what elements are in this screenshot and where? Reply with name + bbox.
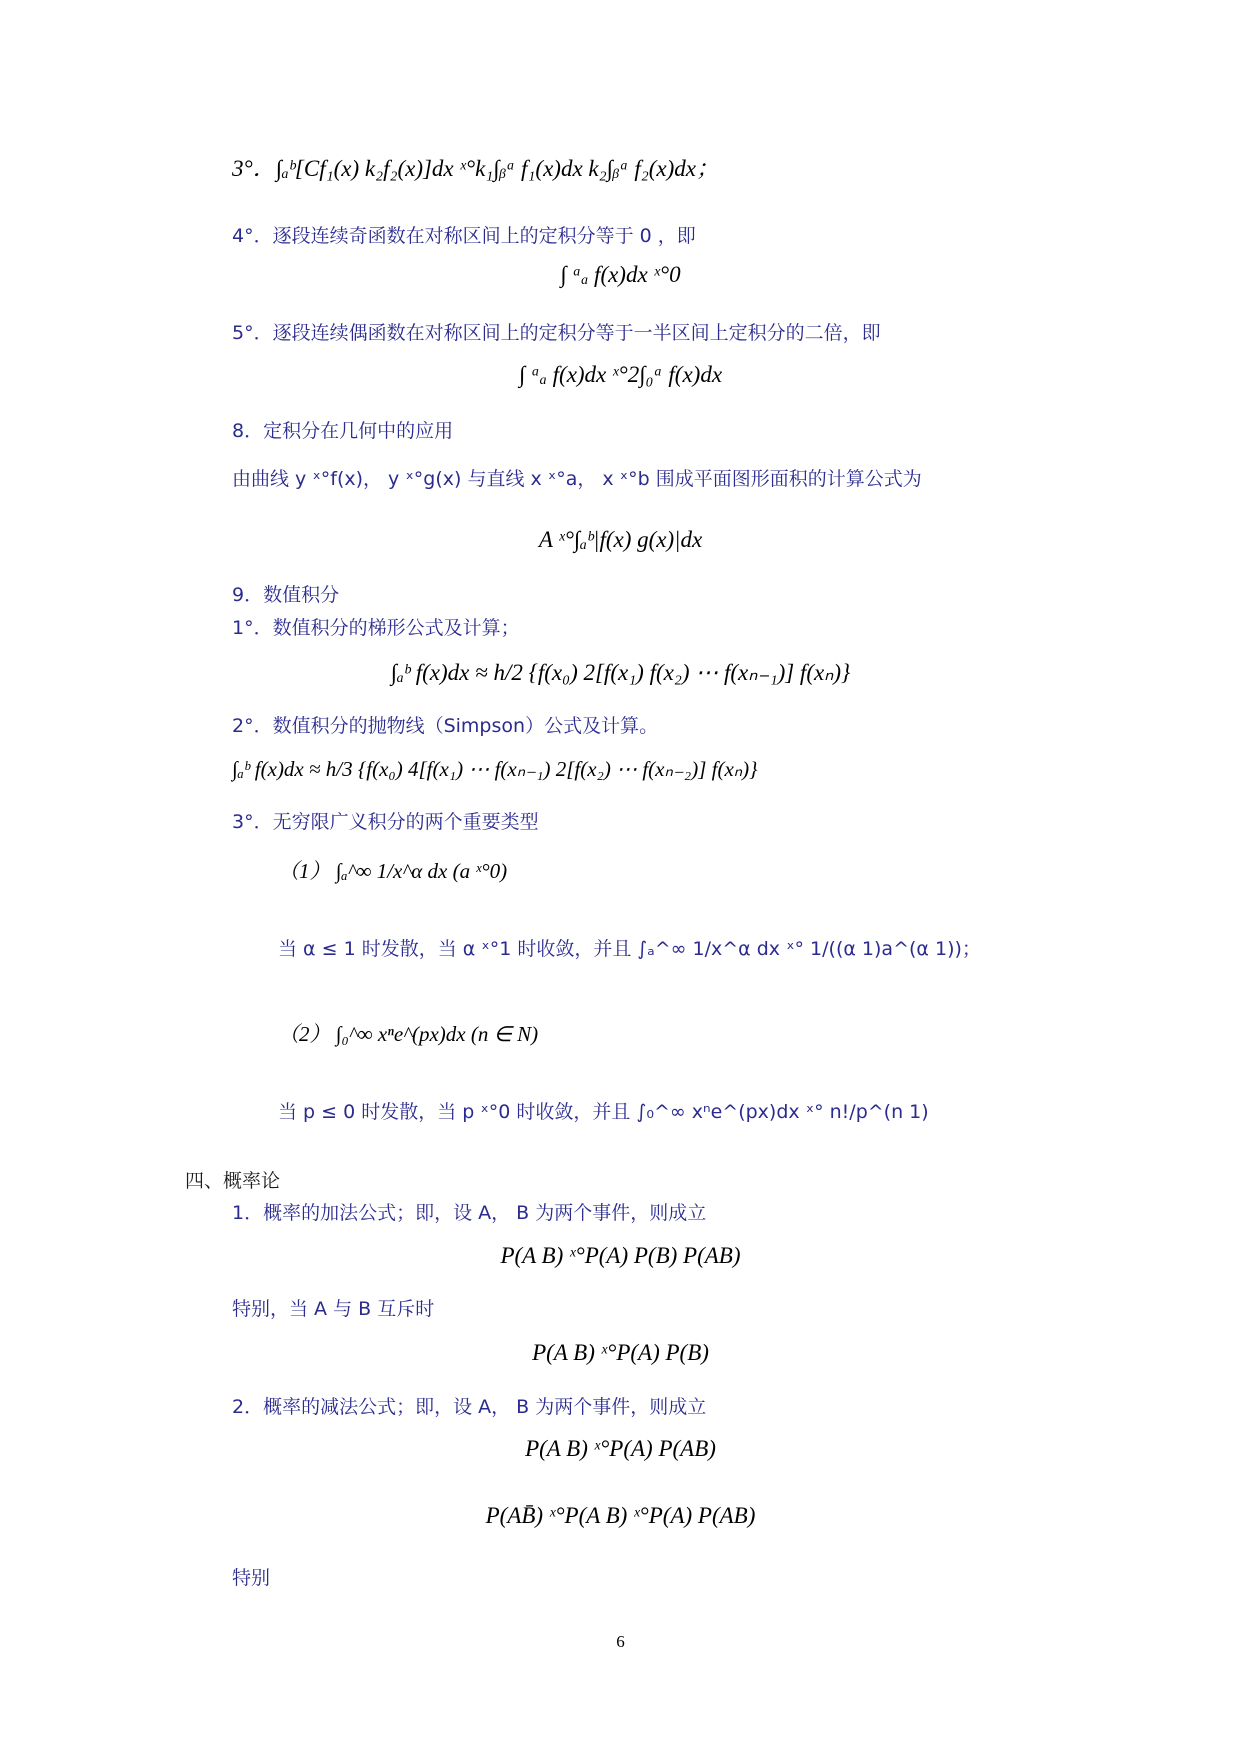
equation-addition-exclusive: P(A B) ˣ°P(A) P(B): [532, 1340, 709, 1365]
case-1-text: 当 α ≤ 1 时发散，当 α ˣ°1 时收敛，并且 ∫ₐ^∞ 1/x^α dx ˣ° 1/((α 1)a^(α 1))；: [278, 938, 981, 960]
equation-addition: P(A B) ˣ°P(A) P(B) P(AB): [500, 1243, 741, 1268]
property-3-formula: 3°．∫ₐᵇ[Cf₁(x) k₂f₂(x)]dx ˣ°k₁∫ᵦᵃ f₁(x)dx k₂∫ᵦᵃ f₂(x)dx；: [232, 156, 719, 181]
equation-simpson: ∫ₐᵇ f(x)dx ≈ h/3 {f(x₀) 4[f(x₁) ⋯ f(xₙ₋₁) 2[f(x₂) ⋯ f(xₙ₋₂)] f(xₙ)}: [232, 757, 758, 781]
simpson-heading: 2°．数值积分的抛物线（Simpson）公式及计算。: [232, 715, 659, 737]
equation-trapezoid: ∫ₐᵇ f(x)dx ≈ h/2 {f(x₀) 2[f(x₁) f(x₂) ⋯ f(xₙ₋₁)] f(xₙ)}: [390, 660, 851, 685]
subtraction-formula-heading: 2．概率的减法公式；即，设 A， B 为两个事件，则成立: [232, 1396, 707, 1418]
case-1-formula: （1） ∫ₐ^∞ 1/x^α dx (a ˣ°0): [278, 859, 508, 883]
improper-integral-heading: 3°．无穷限广义积分的两个重要类型: [232, 811, 539, 833]
addition-formula-heading: 1．概率的加法公式；即，设 A， B 为两个事件，则成立: [232, 1202, 707, 1224]
section-9-heading: 9．数值积分: [232, 584, 340, 606]
property-4-text: 4°．逐段连续奇函数在对称区间上的定积分等于 0 ，即: [232, 225, 696, 247]
case-2-formula: （2） ∫₀^∞ xⁿe^(px)dx (n ∈ N): [278, 1022, 539, 1046]
mutually-exclusive-text: 特别，当 A 与 B 互斥时: [232, 1298, 435, 1320]
special-case-text: 特别: [232, 1567, 271, 1589]
equation-subtraction-complement: P(AB̄) ˣ°P(A B) ˣ°P(A) P(AB): [485, 1503, 756, 1528]
section-8-text: 由曲线 y ˣ°f(x)， y ˣ°g(x) 与直线 x ˣ°a， x ˣ°b 围成平面图形面积的计算公式为: [232, 468, 922, 490]
equation-even-function: ∫ ᵃₐ f(x)dx ˣ°2∫₀ᵃ f(x)dx: [518, 362, 723, 387]
equation-odd-function: ∫ ᵃₐ f(x)dx ˣ°0: [560, 262, 681, 287]
equation-area: A ˣ°∫ₐᵇ|f(x) g(x)|dx: [538, 527, 703, 552]
property-5-text: 5°．逐段连续偶函数在对称区间上的定积分等于一半区间上定积分的二倍，即: [232, 322, 881, 344]
equation-subtraction: P(A B) ˣ°P(A) P(AB): [525, 1436, 716, 1461]
case-2-text: 当 p ≤ 0 时发散，当 p ˣ°0 时收敛，并且 ∫₀^∞ xⁿe^(px)dx ˣ° n!/p^(n 1): [278, 1101, 929, 1123]
section-8-heading: 8．定积分在几何中的应用: [232, 420, 454, 442]
page-number: 6: [616, 1632, 625, 1651]
trapezoid-heading: 1°．数值积分的梯形公式及计算；: [232, 617, 520, 639]
section-4-heading: 四、概率论: [185, 1170, 281, 1192]
